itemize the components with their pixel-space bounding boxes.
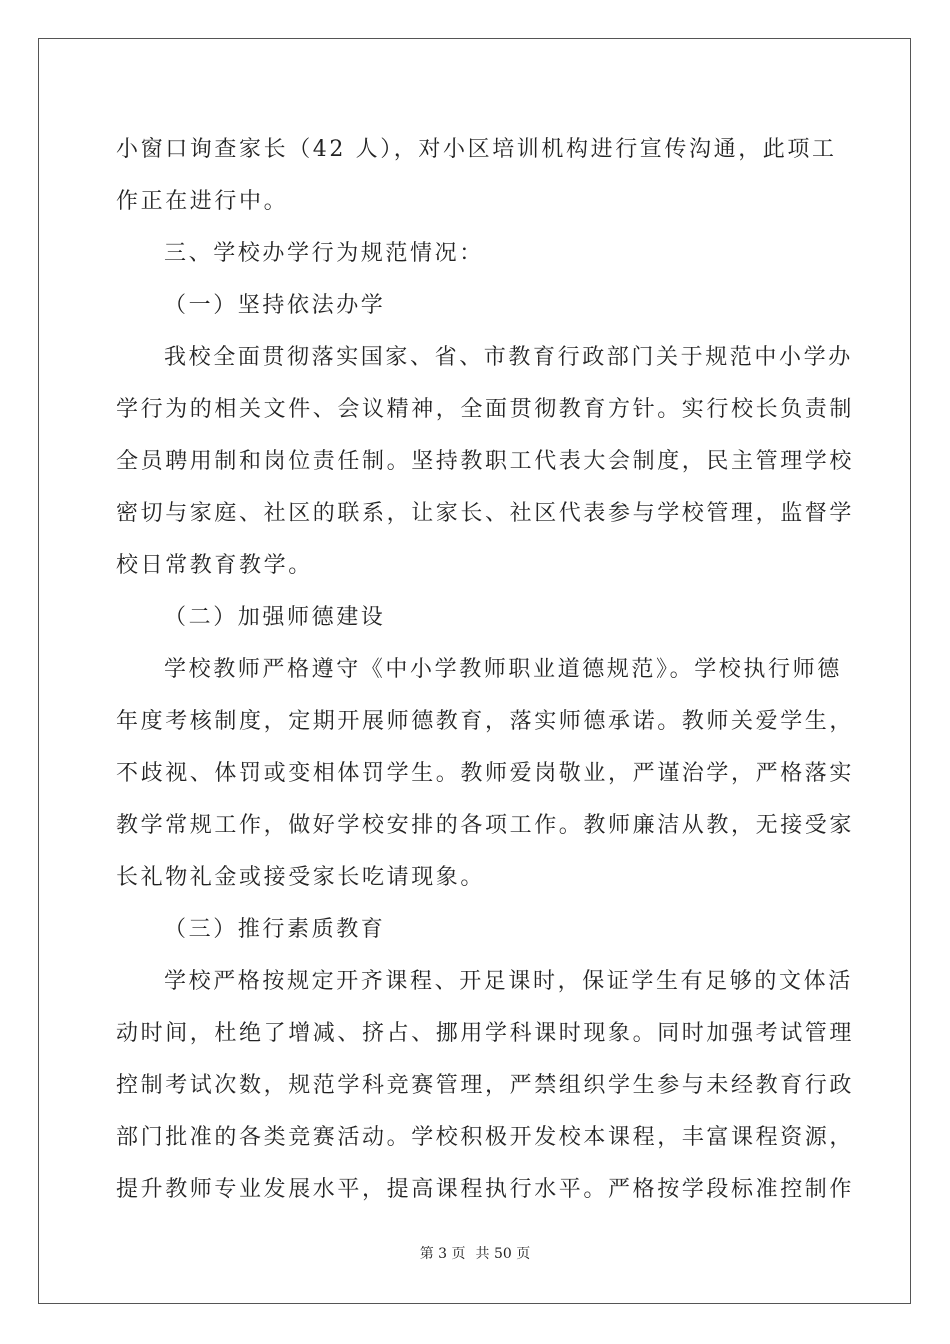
text-line: 控制考试次数，规范学科竞赛管理，严禁组织学生参与未经教育行政 <box>116 1073 855 1098</box>
text-line: 学校严格按规定开齐课程、开足课时，保证学生有足够的文体活 <box>164 969 853 994</box>
text-line: 学行为的相关文件、会议精神，全面贯彻教育方针。实行校长负责制 <box>116 397 855 422</box>
text-line: （二）加强师德建设 <box>164 605 386 630</box>
text-line: 作正在进行中。 <box>116 189 289 214</box>
page-total: 共 50 页 <box>475 1246 531 1262</box>
text-line: 动时间，杜绝了增减、挤占、挪用学科课时现象。同时加强考试管理 <box>116 1021 855 1046</box>
text-line: 长礼物礼金或接受家长吃请现象。 <box>116 865 486 890</box>
text-line: 年度考核制度，定期开展师德教育，落实师德承诺。教师关爱学生， <box>116 709 855 734</box>
text-line: （一）坚持依法办学 <box>164 293 386 318</box>
page-footer <box>0 1244 950 1264</box>
text-line: 小窗口询查家长（42 人），对小区培训机构进行宣传沟通，此项工 <box>116 137 837 162</box>
text-line: （三）推行素质教育 <box>164 917 386 942</box>
text-line: 我校全面贯彻落实国家、省、市教育行政部门关于规范中小学办 <box>164 345 853 370</box>
text-line: 提升教师专业发展水平，提高课程执行水平。严格按学段标准控制作 <box>116 1177 855 1202</box>
text-line: 不歧视、体罚或变相体罚学生。教师爱岗敬业，严谨治学，严格落实 <box>116 761 855 786</box>
document-body <box>116 124 855 1216</box>
text-line: 学校教师严格遵守《中小学教师职业道德规范》。学校执行师德 <box>164 657 842 682</box>
text-line: 教学常规工作，做好学校安排的各项工作。教师廉洁从教，无接受家 <box>116 813 855 838</box>
text-line: 部门批准的各类竞赛活动。学校积极开发校本课程，丰富课程资源， <box>116 1125 855 1150</box>
page-number: 第 3 页 <box>419 1246 466 1262</box>
text-line: 全员聘用制和岗位责任制。坚持教职工代表大会制度，民主管理学校 <box>116 449 855 474</box>
text-line: 三、学校办学行为规范情况： <box>164 241 484 266</box>
text-line: 校日常教育教学。 <box>116 553 313 578</box>
text-line: 密切与家庭、社区的联系，让家长、社区代表参与学校管理，监督学 <box>116 501 855 526</box>
